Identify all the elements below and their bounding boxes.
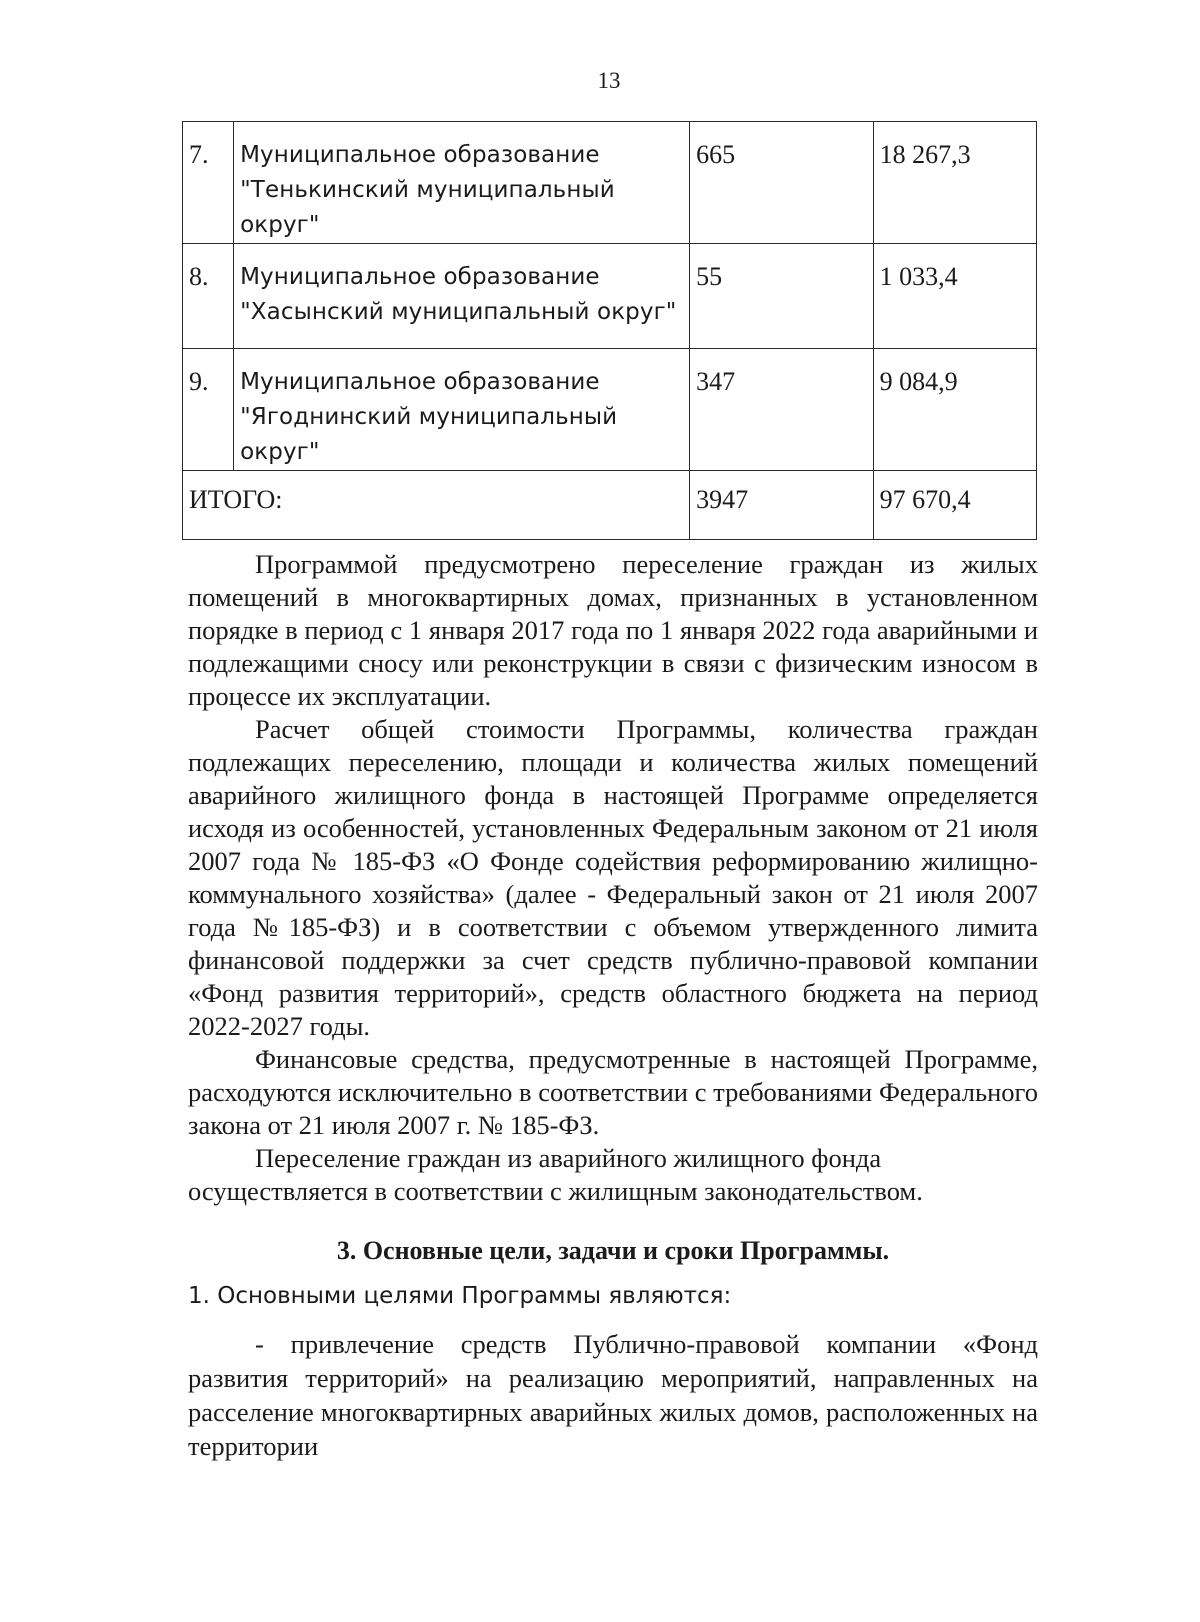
goal-item — [188, 1327, 1038, 1463]
paragraph: Расчет общей стоимости Программы, количества граждан подлежащих переселению, площади и количества жилых помещений аварийного жилищного фонда в настоящей Программе определяется исходя из особенностей, установленных Федеральным законом от 21 июля 2007 года № 185-ФЗ «О Фонде содействия реформированию жилищно-коммунального хозяйства» (далее - Федеральный закон от 21 июля 2007 года №185-ФЗ) и в соответствии с объемом утвержденного лимита финансовой поддержки за счет средств публично-правовой компании «Фонд развития территорий», средств областного бюджета на период 2022-2027 годы. — [188, 714, 1038, 1041]
amount-cell: 18 267,3 — [873, 122, 1036, 244]
regions-table — [182, 121, 1037, 540]
section-heading: 3. Основные цели, задачи и сроки Программы. — [336, 1236, 890, 1265]
municipality-type: Муниципальное образование — [240, 264, 600, 290]
paragraph: Программой предусмотрено переселение граждан из жилых помещений в многоквартирных домах, признанных в установленном порядке в период с 1 января 2017 года по 1 января 2022 года аварийными и подлежащими сносу или реконструкции в связи с физическим износом в процессе их эксплуатации. — [188, 549, 1038, 711]
list-item: 1. Основными целями Программы являются: — [188, 1283, 732, 1309]
row-number: 8. — [183, 244, 234, 349]
table-row — [183, 122, 1037, 244]
total-label: ИТОГО: — [183, 471, 690, 540]
page-number: 13 — [597, 68, 621, 93]
municipality-name — [234, 122, 690, 244]
amount-cell: 9 084,9 — [873, 349, 1036, 471]
municipality-title: "Хасынский муниципальный округ" — [240, 299, 677, 325]
municipality-title: "Тенькинский муниципальный округ" — [240, 177, 615, 238]
goal-text: - привлечение средств Публично-правовой компании «Фонд развития территорий» на реализацию мероприятий, направленных на расселение многоквартирных аварийных жилых домов, расположенных на территории — [188, 1329, 1038, 1461]
municipality-type: Муниципальное образование — [240, 369, 600, 395]
count-cell: 347 — [690, 349, 873, 471]
count-cell: 665 — [690, 122, 873, 244]
body-text — [188, 548, 1038, 1208]
amount-cell: 1 033,4 — [873, 244, 1036, 349]
count-cell: 55 — [690, 244, 873, 349]
paragraph: Переселение граждан из аварийного жилищного фонда осуществляется в соответствии с жилищным законодательством. — [188, 1143, 923, 1206]
municipality-type: Муниципальное образование — [240, 142, 600, 168]
municipality-title: "Ягоднинский муниципальный округ" — [240, 404, 618, 465]
paragraph: Финансовые средства, предусмотренные в настоящей Программе, расходуются исключительно в соответствии с требованиями Федерального закона от 21 июля 2007 г. № 185-ФЗ. — [188, 1044, 1038, 1140]
table-total-row — [183, 471, 1037, 540]
row-number: 7. — [183, 122, 234, 244]
total-count: 3947 — [690, 471, 873, 540]
table-row — [183, 244, 1037, 349]
total-amount: 97 670,4 — [873, 471, 1036, 540]
row-number: 9. — [183, 349, 234, 471]
municipality-name — [234, 244, 690, 349]
table-row — [183, 349, 1037, 471]
municipality-name — [234, 349, 690, 471]
